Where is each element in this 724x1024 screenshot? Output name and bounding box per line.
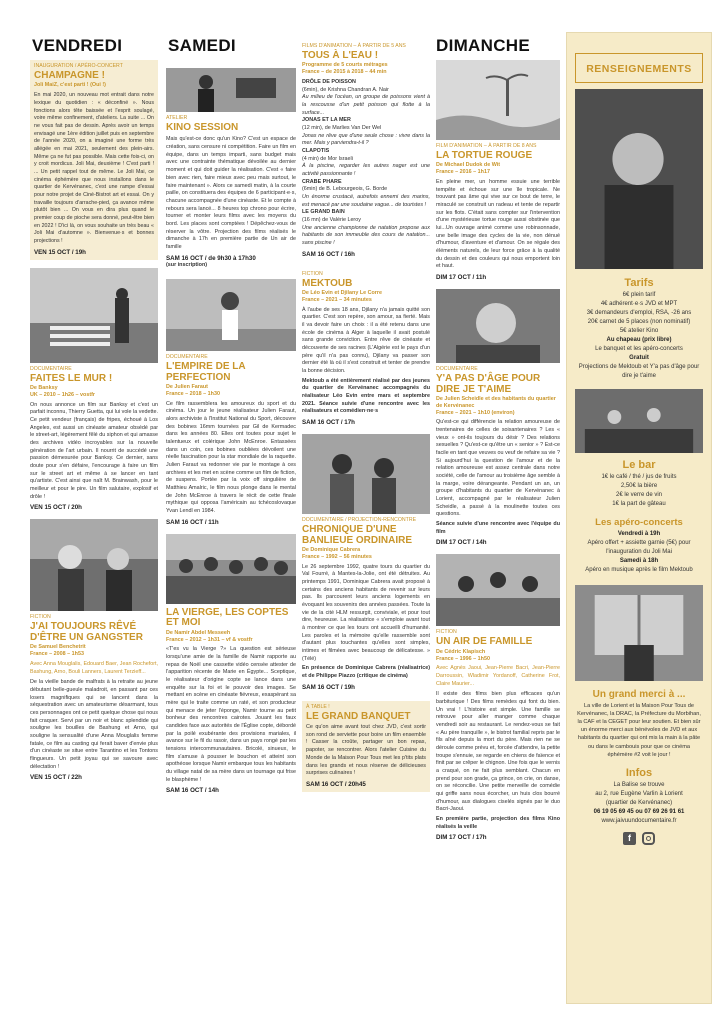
film-tag: DOCUMENTAIRE / PROJECTION-RENCONTRE: [302, 517, 417, 524]
film-subtitle: De Namir Abdel Messeeh France – 2012 – 1h31 – vf & vostfr: [166, 629, 253, 643]
short-film-title: CLAPOTIS: [302, 148, 330, 155]
film-cast: Avec Agnès Jaoui, Jean-Pierre Bacri, Jean-Pierre Darroussin, Wladimir Yordanoff, Catherine Frot, Claire Maurier...: [436, 665, 560, 687]
short-film-synopsis: Au milieu de l'océan, un groupe de poissons vient à la rescousse d'un petit poisson qui flotte à la surface...: [302, 94, 430, 116]
infos-item: La Balise se trouve: [613, 781, 665, 788]
film-title: CHAMPAGNE !: [34, 69, 105, 81]
tarifs-item: 3€ demandeurs d'emploi, RSA, -26 ans: [586, 310, 692, 316]
short-film-synopsis: À la piscine, regarder les autres nager est une activité passionnante !: [302, 163, 430, 178]
infos-item: www.jaivuundocumentaire.fr: [601, 817, 677, 824]
tarifs-item: 5€ atelier Kino: [619, 328, 659, 334]
apero-item: Samedi à 18h: [619, 558, 659, 564]
film-champagne: [30, 60, 158, 260]
film-photo-pas-dage: [436, 289, 560, 363]
short-films-list: [302, 79, 430, 248]
apero-list: [567, 528, 711, 577]
film-pas-dage: [436, 367, 560, 546]
film-date: DIM 17 OCT / 14h: [436, 539, 487, 547]
film-title: TOUS À L'EAU !: [302, 49, 379, 61]
film-chronique-banlieue: [302, 518, 430, 691]
film-title: LA TORTUE ROUGE: [436, 149, 533, 161]
merci-heading: Un grand merci à ...: [592, 689, 686, 700]
film-kino-session: [166, 116, 296, 269]
film-description: Mais qu'est-ce donc qu'un Kino? C'est un espace de création, sans censure ni compétition. Faire un film en équipe, dans un temps imparti, sans budget mais avec une contrainte thématique dévoilée au dernier moment et qui doit guider la réalisation. C'est « faire bien avec rien, faire mieux avec peu mais surtout, le faire maintenant ». Alors ce samedi matin, à la courte paille, on constituera des équipes de 6 participant·e·s, chacune accompagnée d'une cinéaste. Et le compte à rebours sera lancé... 8 heures top chrono pour écrire, tourner et monter leurs films avec les moyens du bord. Les places sont comptées ! Dépêchez-vous de réserver la vôtre. Projection des films réalisés le dimanche à 17h en première partie de Un air de famille: [166, 136, 296, 250]
film-photo-empire: [166, 279, 296, 351]
apero-heading: Les apéro-concerts: [595, 517, 683, 528]
film-tag: FICTION: [302, 270, 323, 277]
film-title: LA VIERGE, LES COPTES ET MOI: [166, 606, 289, 629]
saturday-column-2: [302, 44, 430, 798]
film-photo-air-de-famille: [436, 554, 560, 626]
film-photo-gangster: [30, 519, 158, 611]
short-film-synopsis: Jonas ne rêve que d'une seule chose : vivre dans la mer. Mais y parviendra-t-il ?: [302, 132, 430, 147]
short-film-title: DRÔLE DE POISSON: [302, 78, 356, 85]
film-title: UN AIR DE FAMILLE: [436, 636, 533, 648]
tarifs-item: Gratuit: [629, 355, 649, 361]
film-date: SAM 16 OCT / de 9h30 à 17h30: [166, 254, 256, 262]
tarifs-item: 6€ plein tarif: [622, 292, 656, 298]
infos-list: [567, 779, 711, 828]
film-tag: DOCUMENTAIRE: [30, 365, 72, 372]
film-title: Y'A PAS D'ÂGE POUR DIRE JE T'AIME: [436, 373, 541, 395]
infos-heading: Infos: [625, 766, 653, 779]
short-film-synopsis: Un énorme crustacé, autrefois ennemi des marins, est menacé par une soudaine vague... de touristes !: [302, 194, 430, 208]
short-film: [302, 148, 430, 179]
film-title: MEKTOUB: [302, 277, 353, 289]
film-grand-banquet: [302, 701, 430, 792]
day-header-friday: VENDREDI: [32, 36, 123, 55]
film-note: Séance suivie d'une rencontre avec l'équipe du film: [436, 520, 560, 535]
infos-item: 06 19 05 69 45 ou 07 69 26 91 61: [593, 808, 685, 815]
day-header-saturday: SAMEDI: [168, 36, 236, 55]
short-film-credits: (12 min), de Marlies Van Der Wel: [302, 125, 382, 131]
tarifs-item: Au chapeau (prix libre): [606, 337, 672, 343]
film-photo-faites-le-mur: [30, 268, 158, 363]
social-icons: [567, 832, 711, 845]
film-subtitle: De Dominique Cabrera France – 1992 – 56 minutes: [302, 547, 372, 560]
window-photo: [575, 585, 703, 681]
film-tag: DOCUMENTAIRE: [166, 354, 208, 361]
film-description: Le 26 septembre 1992, quatre tours du quartier du Val Fourré, à Mantes-la-Jolie, ont été détruites. Au printemps 1991, Dominique Cabrera avait proposé à certains des anciens habitants de revenir sur leurs pas. Ils parcourent leurs anciens logements en évoquant les souvenirs des années passées. Toute la vie de la cité HLM ressurgit, conviviale, et pour tout dire, heureuse. La réalisatrice « s'emploie avant tout à montrer ce que les tours ont accueilli d'humanité. Les paroles et la mémoire qu'elle rassemble sont d'autant plus touchantes qu'elles sont simples, intimes et filmées avec beaucoup de délicatesse. » (Télé): [302, 563, 430, 662]
film-gangster: [30, 615, 158, 781]
apero-item: Vendredi à 19h: [617, 531, 661, 537]
film-title: CHRONIQUE D'UNE BANLIEUE ORDINAIRE: [302, 524, 413, 546]
film-description: En pleine mer, un homme essuie une terrible tempête et échoue sur une île tropicale. Ne trouvant pas âme qui vive sur ce bout de terre, le miraculé se construit un radeau et tente de repartir sur les flots. C'était sans compter sur l'intervention d'une mystérieuse tortue rouge aussi obstinée que lui...Un ouvrage animé comme une robinsonnade, une belle image des cycles de la vie, non dénué d'humour, d'aventure et d'amour. On se régale des éléments naturels, de leur force grâce à la qualité du dessin et des couleurs qui nous emportent loin et haut.: [436, 178, 560, 270]
film-subtitle: De Banksy UK – 2010 – 1h26 – vostfr: [30, 385, 96, 398]
film-date: SAM 16 OCT / 16h: [302, 250, 355, 258]
film-description: Qu'est-ce qui différencie la relation amoureuse de trentenaires de celles de soixantenaires ? Les « vieux » ont-ils toujours du désir ? Des relations sexuelles ? Qu'est-ce qu'être un « senior » ? Est-ce facile en tant que veuves ou veuf de refaire sa vie ? Si aujourd'hui la question de l'amour et de la relation amoureuse est assez centrale dans notre société, celle de l'amour au troisième âge semble à la marge, voire dérangeante. Pendant un an, un groupe d'habitants du quartier de Kervénanec à Lorient, accompagné par le réalisateur Julien Scheidle, a passé à la moulinette toutes ces questions.: [436, 419, 560, 518]
film-tag: FICTION: [436, 629, 457, 636]
film-subtitle: De Samuel Benchetrit France – 2008 – 1h53: [30, 644, 86, 658]
film-date: DIM 17 OCT / 17h: [436, 834, 487, 842]
film-subtitle: De Cédric Klapisch France – 1996 – 1h50: [436, 648, 490, 662]
film-description: On nous annonce un film sur Banksy et c'est un parfait inconnu, Thierry Guetta, qui lui vole la vedette. Ce petit vendeur (français) de fripes, échoué à Los Angeles, est aussi un cinéaste amateur obsédé par le street-art, légèrement fêlé du siphon et qui amasse des archives vidéo incroyables sur la nouvelle génération de l'art urbain. Il nourrit de succédé une passion démesurée pour Banksy. Ce dernier, sans doute pour s'en défaire, l'encourage à faire un film sur le street art et même à se lancer en tant qu'artiste. C'est ainsi que naît M. Brainwash, pour le meilleur et pour le pire. Un film salutaire, explosif et drôle !: [30, 401, 158, 500]
tarifs-heading: Tarifs: [624, 277, 654, 289]
short-film-credits: (6min) de B. Lebourgeois, G. Borde: [302, 186, 388, 193]
film-tag: À TABLE !: [306, 703, 330, 710]
film-note: Mektoub a été entièrement réalisé par des jeunes du quartier de Kervénanec accompagnés du réalisateur Léo Evin entre mars et septembre 2021. Séance suivie d'une rencontre avec les réalisateurs et comédien·ne·s: [302, 377, 430, 415]
short-film-title: JONAS ET LA MER: [302, 117, 351, 124]
film-date: VEN 15 OCT / 19h: [34, 248, 86, 256]
film-note: En première partie, projection des films Kino réalisés la veille: [436, 816, 560, 830]
film-tag: FILMS D'ANIMATION – À PARTIR DE 5 ANS: [302, 43, 406, 49]
film-cast: Avec Anna Mouglalis, Edouard Baer, Jean Rochefort, Bashung, Arno, Bouli Lanners, Laurent Terzieff...: [30, 660, 158, 675]
film-description: «T'es vu la Vierge ?» La question est sérieuse lorsqu'une amie de la famille de Namir rapporte au repas de Noël une cassette vidéo censée attester de l'apparition récente de Marie en Égypte... Sceptique, le réalisateur d'origine copte se lance dans une enquête sur la foi et le pouvoir des images. Se mettant en scène en cinéaste fiévreux, exaspérant sa mère qui le traite comme un raté, et son producteur qui menace de jeter l'éponge, Namir tourne au petit bonheur des rencontres cairotes. Jouant les faux candides face aux autorités de l'Église copte, débordé par la poilé exubérante des provisions mariales, il avance sur le fil du rasoir, dans un pays rongé par les tensions intercommunautaires. Bricolé, sinueux, le film s'amuse à pousser le bouchon et atteint son apothéose lorsque Namir embarque tous les habitants du village natal de sa mère dans un tournage qui frise le blasphème !: [166, 646, 296, 783]
film-mektoub: [302, 272, 430, 426]
short-film: [302, 179, 430, 210]
film-tous-a-leau: [302, 44, 430, 258]
bar-item: 1€ le café / thé / jus de fruits: [601, 474, 677, 480]
film-title: KINO SESSION: [166, 121, 239, 133]
bar-photo: [575, 389, 703, 453]
sunday-column: [436, 60, 560, 847]
short-film: [302, 209, 430, 247]
film-tag: FICTION: [30, 614, 51, 621]
friday-column: [30, 60, 158, 787]
film-title: LE GRAND BANQUET: [306, 710, 411, 722]
facebook-icon[interactable]: f: [623, 832, 636, 845]
film-subtitle: De Léo Evin et Djilany Le Corre France – 2021 – 34 minutes: [302, 290, 382, 303]
film-description: Ce film rassemblera les amoureux du sport et du cinéma. Un jour le jeune réalisateur Julien Faraut, alors archiviste à l'Institut National du Sport, découvre des bobines 16mm tournées par Gil de Kermadec dans les années 80. Elles ont toutes pour sujet le talentueux et colérique John McEnroe. Entassées dans un coin, ces bobines oubliées dévoilent une réelle fascination pour la star mondiale de la raquette. Julien Faraut va redonner vie par le montage à ces archives et les met en scène comme un film de fiction, de suspens. Portée par la voix off singulière de Matthieu Amalric, le film nous plonge dans le mental de John McEnroe à travers le récit de cette finale mythique qui opposa l'américain au tchécoslovaque Yvan Lendl en 1984.: [166, 400, 296, 515]
tarifs-item: Projections de Mektoub et Y'a pas d'âge pour dire je t'aime: [578, 364, 700, 379]
film-description: Il existe des films bien plus efficaces qu'un barbiturique ! Des films remèdes qui font du bien. Un vrai ! L'histoire est simple. Une famille se retrouve pour aller manger comme chaque vendredi soir au restaurant. Le rendez-vous se fait « Au père tranquille », le bistrot familial repris par le fils aîné depuis la mort du père. Mais rien ne se déroule comme prévu et, forcée d'attendre, la petite troupe s'ennuie, se regarde en chiens de faïence et finit par se crêper le chignon. Une fois que le vernis a craqué, on ne fait plus semblant. Chacun en prend pour son grade, ça grince, on crie, on danse, on se réconcilie. Une petite merveille de comédie qui griffe sans nous écorcher, un huis clos bourré d'humour, aux dialogues ciselés signés par le duo Bacri-Jaoui.: [436, 691, 560, 813]
tarifs-item: Le banquet et les apéro-concerts: [595, 346, 683, 352]
sidebar-photo: [575, 89, 703, 269]
info-sidebar: [566, 32, 712, 1004]
film-date: SAM 16 OCT / 19h: [302, 683, 355, 691]
film-tag: DOCUMENTAIRE: [436, 366, 478, 373]
short-film-credits: (4 min) de Mor Israeli: [302, 155, 353, 162]
bar-item: 1€ la part de gâteau: [612, 501, 666, 507]
short-film-credits: (6min), de Krishna Chandran A. Nair: [302, 86, 389, 93]
film-subtitle: De Julien Faraut France – 2018 – 1h30: [166, 384, 220, 397]
film-note: (sur inscription): [166, 261, 208, 268]
film-date: SAM 16 OCT / 14h: [166, 787, 219, 795]
short-film: [302, 117, 430, 148]
saturday-column: [166, 68, 296, 800]
film-title: J'AI TOUJOURS RÊVÉ D'ÊTRE UN GANGSTER: [30, 621, 143, 643]
film-date: VEN 15 OCT / 22h: [30, 774, 82, 782]
film-tortue-rouge: [436, 144, 560, 281]
film-vierge-coptes: [166, 608, 296, 795]
film-subtitle: De Michael Dudok de Wit France – 2016 – 1h17: [436, 162, 501, 176]
tarifs-item: 20€ carnet de 5 places (non nominatif): [587, 319, 691, 325]
film-date: VEN 15 OCT / 20h: [30, 504, 82, 512]
film-date: DIM 17 OCT / 11h: [436, 274, 487, 282]
film-description: À l'aube de ses 18 ans, Djilany n'a jamais quitté son quartier. C'est son repère, son amour, sa fierté. Mais il va devoir faire un choix : il a été retenu dans une école de cinéma à Alger à laquelle il avait postulé sans grande conviction. Entre rêve de cinéaste et découverte de ses racines (L'Algérie est le pays d'un père qu'il n'a pas connu), Djilany va passer son dernier été là où il s'est construit et tenter de prendre la bonne décision.: [302, 306, 430, 375]
bar-item: 2€ le verre de vin: [615, 492, 663, 498]
film-note: En présence de Dominique Cabrera (réalisatrice) et de Philippe Piazzo (critique de cinéma): [302, 665, 430, 679]
sidebar-title: RENSEIGNEMENTS: [586, 63, 692, 75]
film-description: De la vieille bande de malfrats à la retraite au jeune débutant belle-gueule maladroit, en passant par ces losers magnifiques qui se lancent dans la séquestration avec un amateurisme désarmant, tous ces personnages ont ce petit quelque chose qui nous fait craquer. Servi par un noir et blanc splendide qui souligne les bouilles de Bashung et Arno, qui souligne la sensualité d'une Anna Mouglalis femme fatale, ce film au casting qui ferait baver d'envie plus d'un cinéaste se situe entre Tarantino et les Tontons flingueurs. Un petit joyau qui se savoure avec délectation !: [30, 679, 158, 770]
instagram-icon[interactable]: [642, 832, 655, 845]
film-photo-vierge: [166, 534, 296, 604]
short-film-title: CRABE PHARE: [302, 178, 342, 185]
film-photo-chronique: [302, 434, 430, 514]
film-photo-tortue-rouge: [436, 60, 560, 140]
merci-text: La ville de Lorient et la Maison Pour Tous de Kervénanec, la DRAC, la Préfecture du Morbihan, la CAF et la CEGET pour leur soutien. Et bien sûr un énorme merci aux bénévoles de JVD et aux habitants du quartier qui ont mis la main à la pâte ou dans le cambouis pour que ce cinéma éphémère #2 voit le jour !: [577, 703, 701, 758]
tarifs-list: [567, 289, 711, 383]
day-header-sunday: DIMANCHE: [436, 36, 531, 55]
apero-item: Apéro en musique après le film Mektoub: [585, 567, 693, 573]
short-film-title: LE GRAND BAIN: [302, 209, 345, 216]
film-subtitle: Programme de 5 courts métrages France – de 2015 à 2018 – 44 min: [302, 62, 388, 76]
film-subtitle: Joli MaiZ, c'est parti ! (Oui !): [34, 82, 106, 89]
film-description: Ce qu'on aime avant tout chez JVD, c'est sortir son rond de serviette pour boire un film ensemble ! Casser la croûte, partager un bon repas, papoter, se rencontrer. Alors l'atelier Cuisine du Monde de la Maison Pour Tous met les p'tits plats dans les grands et nous réserve de délicieuses surprises culinaires !: [306, 724, 426, 777]
film-title: FAITES LE MUR !: [30, 372, 113, 384]
film-date: SAM 16 OCT / 11h: [166, 518, 219, 526]
apero-item: Apéro offert + assiette garnie (5€) pour l'inauguration du Joli Mai: [587, 540, 691, 555]
film-description: En mai 2020, un nouveau mot entrait dans notre lexique du quotidien : « déconfiné ». Nous fonctions alors tête baissée et l'esprit soulagé, voire même confinement, d'ateliers. La suite ... On ne vous fait pas de dessin. Après avoir un temps envisagé une 1ère édition juillet puis en septembre de l'année 2020, on a imaginé une forme très allégée en mai 2021, seulement des plein-airs. Même ça ne fut pas possible. Mais cette fois-ci, on y croit mordicus. Joli Mai, deuxième ! C'est parti ! ... Un petit rappel tout de même. Le Joli Mai, ce cinéma éphémère que nous installons dans le quartier de Kervénanec, c'est une rampe d'essai pour notre projet de Ciné-Bistrot art et essai. On y travaille toujours d'arrache-pied, ça avance même plutôt bien ... On vous en dira plus quand le premier coup de pioche sera donné, peut-être bien en 2022 ! D'ici là, on vous souhaite un très beau « Joli Mai d'automne ». Bienvenue·s et bonnes projections !: [34, 92, 154, 244]
sidebar-title-frame: [575, 53, 703, 83]
bar-item: 2,50€ la bière: [620, 483, 658, 489]
film-date: SAM 16 OCT / 20h45: [306, 780, 366, 788]
film-air-de-famille: [436, 630, 560, 841]
film-tag: INAUGURATION / APÉRO-CONCERT: [34, 63, 123, 69]
film-subtitle: De Julien Scheidle et des habitants du quartier de Kervénanec France – 2021 – 1h10 (environ): [436, 396, 556, 416]
film-empire-perfection: [166, 355, 296, 526]
short-film: [302, 79, 430, 117]
tarifs-item: 4€ adhérent·e·s JVD et MPT: [600, 301, 678, 307]
infos-item: au 2, rue Eugène Varlin à Lorient: [595, 790, 683, 797]
film-title: L'EMPIRE DE LA PERFECTION: [166, 361, 246, 383]
short-film-credits: (16 mn) de Valérie Leroy: [302, 217, 361, 224]
bar-list: [567, 471, 711, 511]
bar-heading: Le bar: [622, 459, 656, 471]
film-date: SAM 16 OCT / 17h: [302, 419, 355, 427]
short-film-synopsis: Une ancienne championne de natation propose aux habitants de son immeuble des cours de natation... sans piscine !: [302, 224, 430, 247]
film-tag: ATELIER: [166, 115, 188, 121]
film-photo-kino: [166, 68, 296, 112]
film-tag: FILM D'ANIMATION – À PARTIR DE 8 ANS: [436, 143, 537, 149]
film-faites-le-mur: [30, 367, 158, 512]
infos-item: (quartier de Kervénanec): [605, 799, 673, 806]
